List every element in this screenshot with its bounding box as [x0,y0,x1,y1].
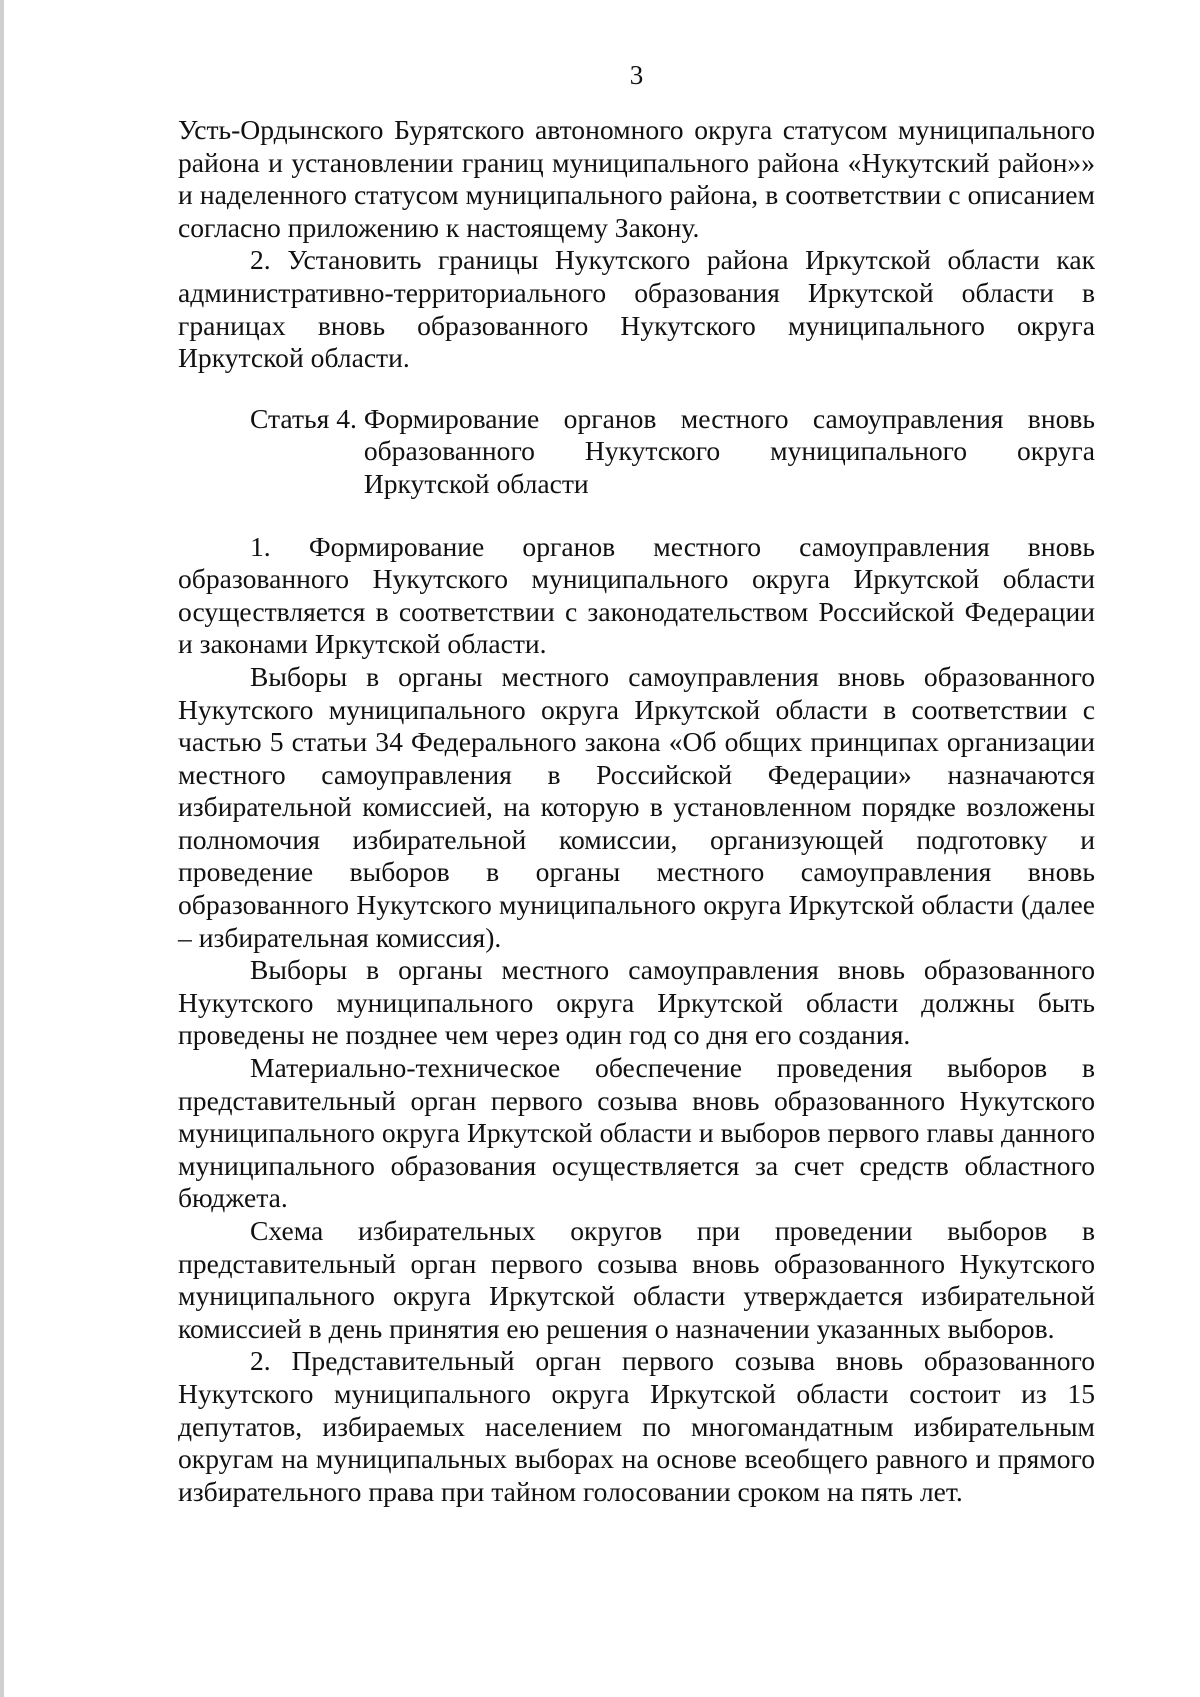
document-page [178,58,1095,1508]
paragraph-art4-item1: 1. Формирование органов местного самоуправления вновь образованного Нукутского муниципального округа Иркутской области осуществляется в соответствии с законодательством Российской Федерации и законами Иркутской области. [178,530,1095,660]
scan-edge [0,0,4,1697]
paragraph-art4-item2: 2. Представительный орган первого созыва вновь образованного Нукутского муниципального округа Иркутской области состоит из 15 депутатов, избираемых населением по многомандатным избирательным округам на муниципальных выборах на основе всеобщего равного и прямого избирательного права при тайном голосовании сроком на пять лет. [178,1345,1095,1507]
page-number: 3 [629,60,644,90]
article-number: Статья 4. [250,402,357,434]
paragraph-continuation: Усть-Ордынского Бурятского автономного округа статусом муниципального района и установлении границ муниципального района «Нукутский район»» и наделенного статусом муниципального района, в соответствии с описанием согласно приложению к настоящему Закону. [178,114,1095,243]
paragraph-art4-elections-deadline: Выборы в органы местного самоуправления вновь образованного Нукутского муниципального округа Иркутской области должны быть проведены не позднее чем через один год со дня его создания. [178,954,1095,1051]
paragraph-art4-funding: Материально-техническое обеспечение проведения выборов в представительный орган первого созыва вновь образованного Нукутского муниципального округа Иркутской области и выборов первого главы данного муниципального образования осуществляется за счет средств областного бюджета. [178,1052,1095,1214]
article-title: Формирование органов местного самоуправления вновь образованного Нукутского муниципального округа Иркутской области [363,402,1095,499]
article-heading [178,403,1095,501]
paragraph-art4-districts-scheme: Схема избирательных округов при проведении выборов в представительный орган первого созыва вновь образованного Нукутского муниципального округа Иркутской области утверждается избирательной комиссией в день принятия ею решения о назначении указанных выборов. [178,1215,1095,1344]
paragraph-item-2-borders: 2. Установить границы Нукутского района Иркутской области как административно-территориального образования Иркутской области в границах вновь образованного Нукутского муниципального округа Иркутской области. [178,244,1095,374]
paragraph-art4-elections-commission: Выборы в органы местного самоуправления вновь образованного Нукутского муниципального округа Иркутской области в соответствии с частью 5 статьи 34 Федерального закона «Об общих принципах организации местного самоуправления в Российской Федерации» назначаются избирательной комиссией, на которую в установленном порядке возложены полномочия избирательной комиссии, организующей подготовку и проведение выборов в органы местного самоуправления вновь образованного Нукутского муниципального округа Иркутской области (далее – избирательная комиссия). [178,660,1095,953]
